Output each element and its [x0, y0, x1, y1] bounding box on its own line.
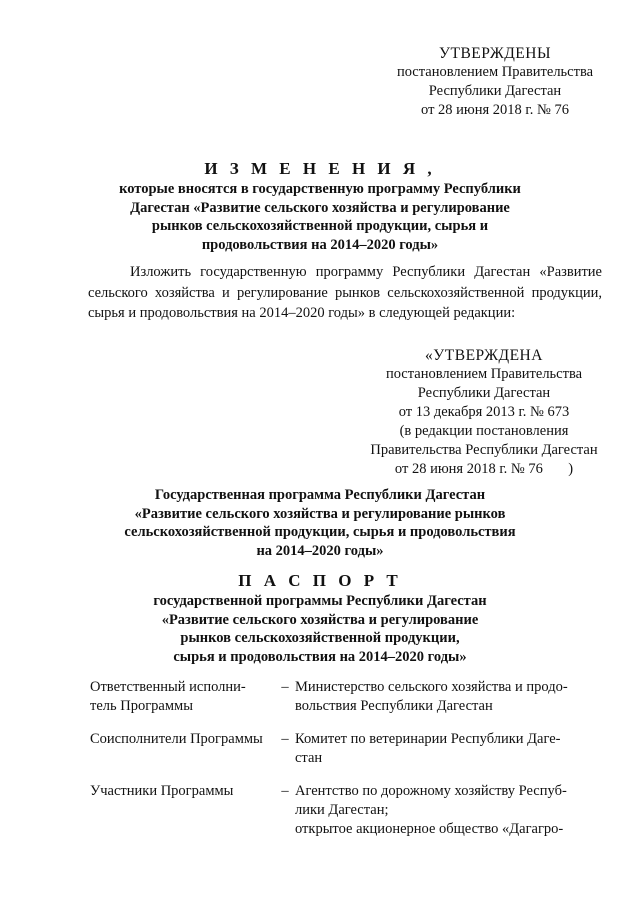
passport-title-line: рынков сельскохозяйственной продукции, — [180, 630, 460, 646]
approval-line: (в редакции постановления — [399, 423, 569, 439]
value-line: Комитет по ветеринарии Республики Даге- — [295, 731, 561, 747]
passport-row-value — [295, 678, 605, 716]
passport-table — [90, 678, 605, 853]
passport-row-responsible — [90, 678, 605, 716]
program-title-line: «Развитие сельского хозяйства и регулирование рынков — [134, 505, 506, 522]
intro-paragraph: Изложить государственную программу Республики Дагестан «Развитие сельского хозяйства и регулирование рынков сельскохозяйственной продукции, сырья и продовольствия на 2014–2020 годы» в следующей редакции: — [88, 264, 602, 321]
passport-row-label — [90, 730, 275, 768]
passport-title-line: «Развитие сельского хозяйства и регулирование — [161, 611, 479, 628]
value-line: Агентство по дорожному хозяйству Респуб- — [295, 783, 567, 799]
changes-title-line: которые вносятся в государственную программу Республики — [119, 181, 521, 197]
program-title-line: Государственная программа Республики Дагестан — [154, 487, 486, 503]
approval-date: от 28 июня 2018 г. № 76 ) — [394, 461, 574, 477]
passport-row-value — [295, 730, 605, 768]
label-line: Ответственный исполни- — [90, 679, 246, 695]
approval-date: от 13 декабря 2013 г. № 673 — [398, 404, 570, 420]
dash-separator: – — [281, 783, 289, 799]
approval-line: Республики Дагестан — [428, 83, 562, 99]
approval-date: от 28 июня 2018 г. № 76 — [421, 102, 569, 118]
approval-line: постановлением Правительства — [385, 366, 583, 382]
changes-heading: И З М Е Н Е Н И Я , — [204, 159, 436, 178]
value-line: лики Дагестан; — [295, 802, 389, 818]
approval-heading: «УТВЕРЖДЕНА — [425, 347, 543, 364]
value-line: Министерство сельского хозяйства и продо- — [295, 679, 568, 695]
label-line: Участники Программы — [90, 783, 234, 799]
passport-title-line: сырья и продовольствия на 2014–2020 годы» — [173, 648, 467, 665]
dash-separator: – — [281, 731, 289, 747]
passport-title — [60, 570, 580, 666]
passport-row-participants — [90, 782, 605, 839]
value-line: открытое акционерное общество «Дагагро- — [295, 821, 564, 837]
label-line: Соисполнители Программы — [90, 731, 263, 747]
passport-row-coexecutors — [90, 730, 605, 768]
approval-block-top — [370, 44, 620, 120]
changes-title-line: продовольствия на 2014–2020 годы» — [201, 236, 439, 253]
approval-block-second — [350, 346, 618, 479]
value-line: вольствия Республики Дагестан — [295, 698, 493, 714]
passport-row-label — [90, 782, 275, 839]
passport-row-value — [295, 782, 605, 839]
changes-title — [60, 158, 580, 254]
changes-title-line: Дагестан «Развитие сельского хозяйства и регулирование — [130, 199, 510, 216]
approval-heading: УТВЕРЖДЕНЫ — [439, 45, 551, 62]
value-line: стан — [295, 750, 323, 766]
label-line: тель Программы — [90, 698, 193, 714]
program-title-line: сельскохозяйственной продукции, сырья и продовольствия — [124, 524, 516, 540]
approval-line: Республики Дагестан — [417, 385, 551, 401]
dash-separator: – — [281, 679, 289, 695]
program-title-line: на 2014–2020 годы» — [256, 542, 384, 559]
approval-line: постановлением Правительства — [396, 64, 594, 80]
approval-line: Правительства Республики Дагестан — [370, 442, 598, 458]
changes-title-line: рынков сельскохозяйственной продукции, сырья и — [151, 218, 489, 234]
program-title — [60, 486, 580, 560]
passport-heading: П А С П О Р Т — [238, 571, 402, 590]
passport-title-line: государственной программы Республики Дагестан — [153, 593, 487, 609]
passport-row-label — [90, 678, 275, 716]
